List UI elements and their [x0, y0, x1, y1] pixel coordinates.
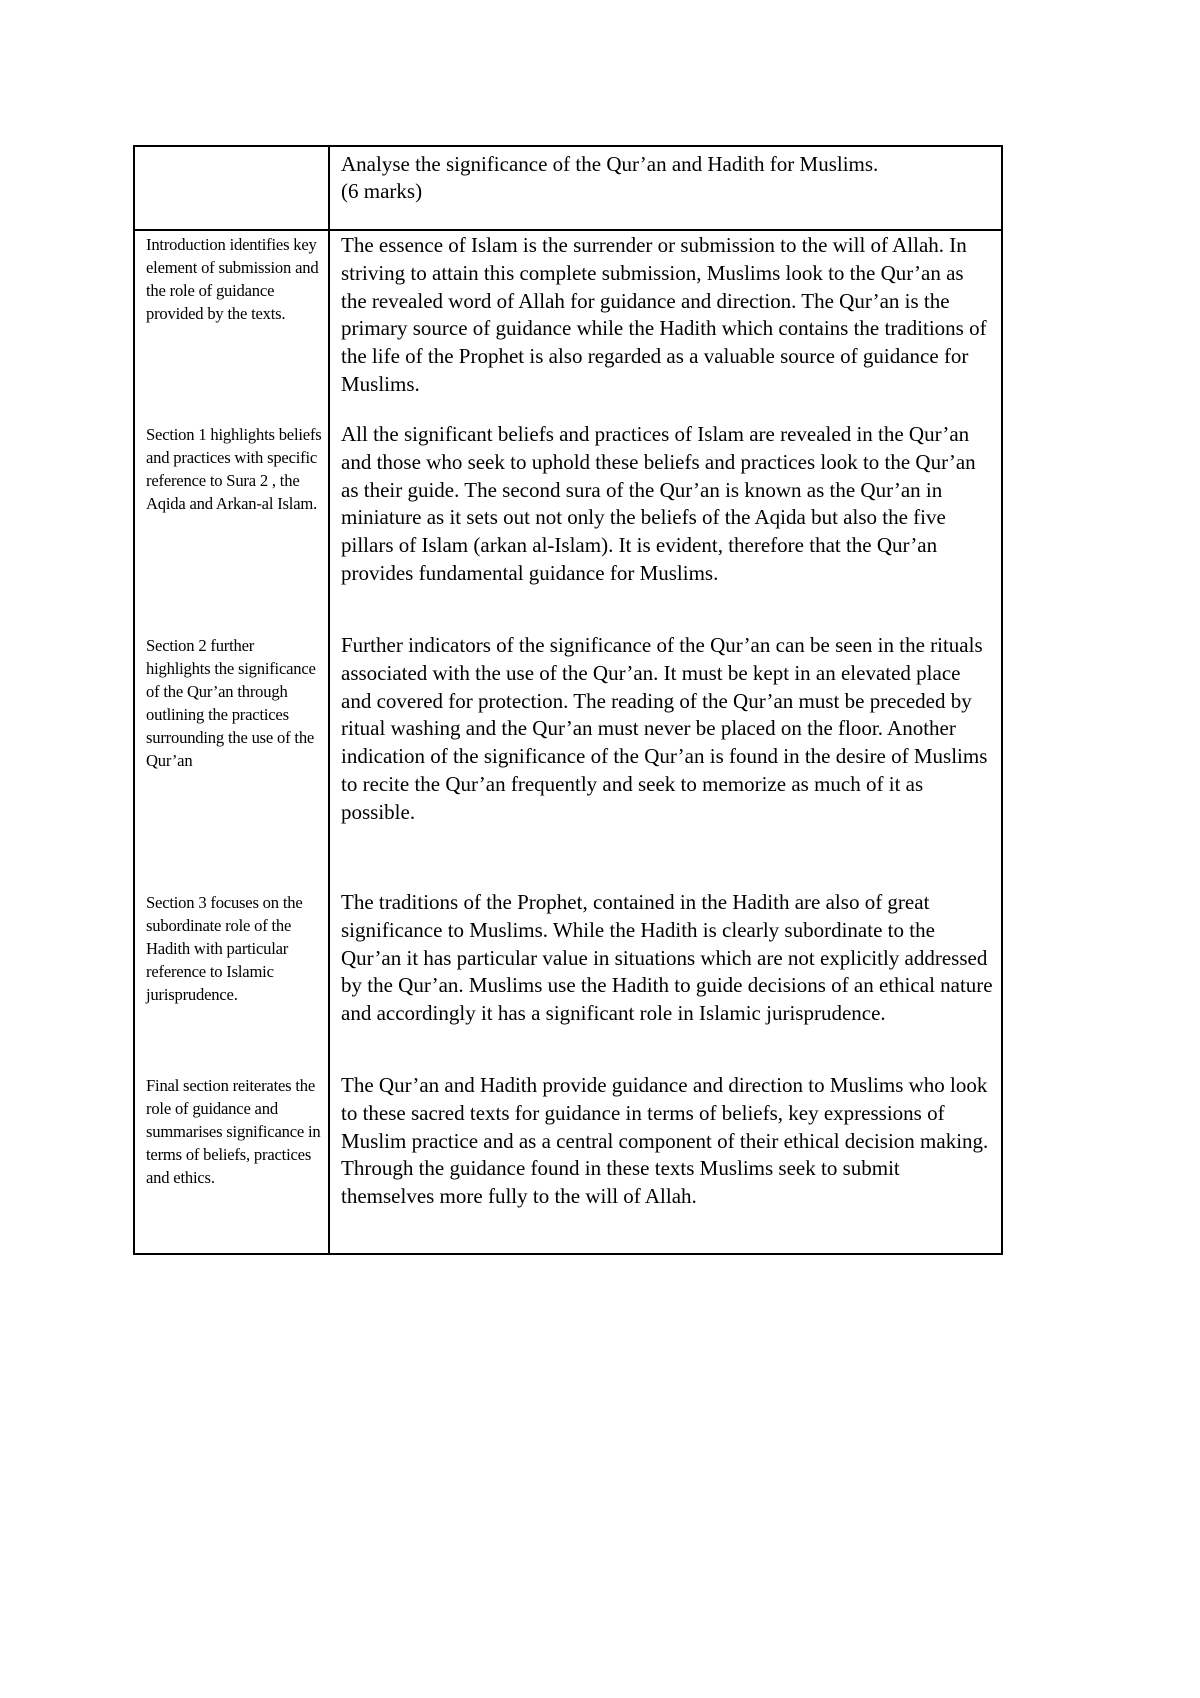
answer-paragraph-section-1: All the significant beliefs and practices of Islam are revealed in the Qur’an and those who seek to uphold these beliefs and practices look to the Qur’an as their guide. The second sura of the Qur’an is known as the Qur’an in miniature as it sets out not only the beliefs of the Aqida but also the five pillars of Islam (arkan al-Islam). It is evident, therefore that the Qur’an provides fundamental guidance for Muslims.	[341, 422, 976, 585]
answer-cell	[329, 230, 1002, 421]
margin-note-cell	[134, 632, 329, 889]
header-blank-cell	[134, 146, 329, 230]
margin-note-cell	[134, 421, 329, 632]
table-header-row	[134, 146, 1002, 230]
table-row	[134, 889, 1002, 1072]
margin-note-final-section: Final section reiterates the role of guidance and summarises significance in terms of beliefs, practices and ethics.	[146, 1076, 321, 1187]
table-row	[134, 1072, 1002, 1254]
margin-note-section-2: Section 2 further highlights the significance of the Qur’an through outlining the practices surrounding the use of the Qur’an	[146, 636, 316, 770]
margin-note-section-1: Section 1 highlights beliefs and practices with specific reference to Sura 2 , the Aqida and Arkan-al Islam.	[146, 425, 322, 513]
table-row	[134, 632, 1002, 889]
margin-note-cell	[134, 889, 329, 1072]
answer-cell	[329, 632, 1002, 889]
question-cell	[329, 146, 1002, 230]
answer-cell	[329, 1072, 1002, 1254]
answer-paragraph-final-section: The Qur’an and Hadith provide guidance and direction to Muslims who look to these sacred texts for guidance in terms of beliefs, key expressions of Muslim practice and as a central component of their ethical decision making. Through the guidance found in these texts Muslims seek to submit themselves more fully to the will of Allah.	[341, 1073, 989, 1209]
margin-note-section-3: Section 3 focuses on the subordinate role of the Hadith with particular reference to Islamic jurisprudence.	[146, 893, 303, 1004]
answer-paragraph-section-2: Further indicators of the significance of the Qur’an can be seen in the rituals associated with the use of the Qur’an. It must be kept in an elevated place and covered for protection. The reading of the Qur’an must be preceded by ritual washing and the Qur’an must never be placed on the floor. Another indication of the significance of the Qur’an is found in the desire of Muslims to recite the Qur’an frequently and seek to memorize as much of it as possible.	[341, 633, 988, 824]
answer-cell	[329, 889, 1002, 1072]
answer-paragraph-introduction: The essence of Islam is the surrender or submission to the will of Allah. In striving to attain this complete submission, Muslims look to the Qur’an as the revealed word of Allah for guidance and direction. The Qur’an is the primary source of guidance while the Hadith which contains the traditions of the life of the Prophet is also regarded as a valuable source of guidance for Muslims.	[341, 233, 987, 396]
question-marks: (6 marks)	[341, 179, 423, 203]
answer-cell	[329, 421, 1002, 632]
margin-note-introduction: Introduction identifies key element of submission and the role of guidance provided by the texts.	[146, 235, 319, 323]
question-text: Analyse the significance of the Qur’an and Hadith for Muslims.	[341, 152, 879, 176]
essay-plan-table	[133, 145, 1003, 1255]
margin-note-cell	[134, 1072, 329, 1254]
table-row	[134, 421, 1002, 632]
margin-note-cell	[134, 230, 329, 421]
table-row	[134, 230, 1002, 421]
answer-paragraph-section-3: The traditions of the Prophet, contained in the Hadith are also of great significance to Muslims. While the Hadith is clearly subordinate to the Qur’an it has particular value in situations which are not explicitly addressed by the Qur’an. Muslims use the Hadith to guide decisions of an ethical nature and accordingly it has a significant role in Islamic jurisprudence.	[341, 890, 993, 1026]
